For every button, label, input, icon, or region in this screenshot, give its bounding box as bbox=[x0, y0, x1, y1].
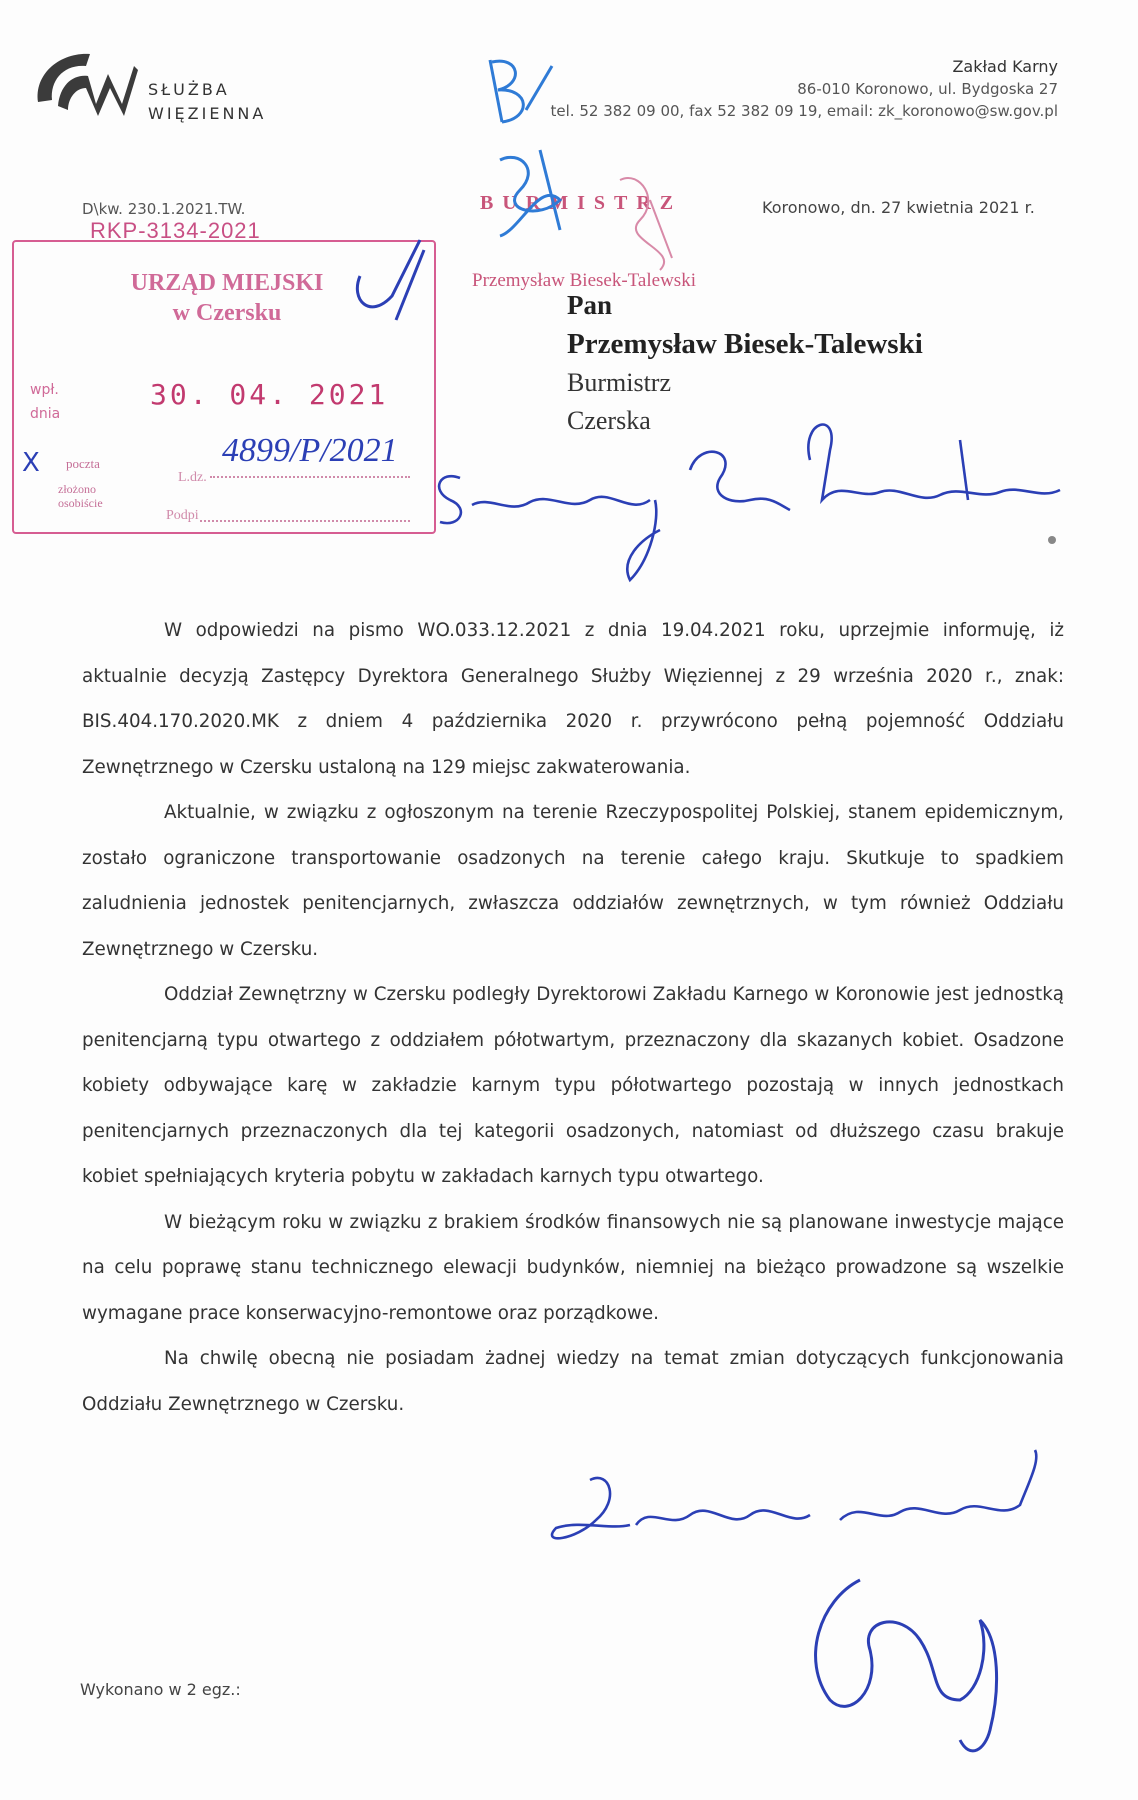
letter-body bbox=[82, 608, 1064, 1427]
institution-block bbox=[551, 56, 1058, 122]
body-paragraph-3: Oddział Zewnętrzny w Czersku podległy Dyrektorowi Zakładu Karnego w Koronowie jest jednostką penitencjarną typu otwartego z oddziałem półotwartym, przeznaczony dla skazanych kobiet. Osadzone kobiety odbywające karę w zakładzie karnym typu półotwartego pozostają w innych jednostkach penitencjarnych przeznaczonych dla tej kategorii osadzonych, natomiast od dłuższego czasu brakuje kobiet spełniających kryteria pobytu w zakładach karnych typu otwartego. bbox=[82, 984, 1064, 1187]
final-signature bbox=[816, 1580, 997, 1751]
registration-office-line2: w Czersku bbox=[172, 300, 282, 326]
copies-note: Wykonano w 2 egz.: bbox=[80, 1680, 241, 1699]
addressee-salutation: Pan bbox=[567, 290, 613, 320]
org-name-line2: WIĘZIENNA bbox=[148, 104, 267, 123]
body-paragraph-1: W odpowiedzi na pismo WO.033.12.2021 z dnia 19.04.2021 roku, uprzejmie informuję, iż aktualnie decyzją Zastępcy Dyrektora Generalnego Służby Więziennej z 29 września 2020 r., znak: BIS.404.170.2020.MK z dniem 4 października 2020 r. przywrócono pełną pojemność Oddziału Zewnętrznego w Czersku ustaloną na 129 miejsc zakwaterowania. bbox=[82, 620, 1064, 778]
handwritten-greeting bbox=[439, 425, 1060, 580]
registration-office bbox=[112, 268, 342, 328]
addressee-position: Burmistrz bbox=[567, 368, 671, 397]
option-personal-line1: złożono bbox=[58, 482, 96, 496]
handwritten-slash bbox=[526, 66, 552, 110]
body-paragraph-2: Aktualnie, w związku z ogłoszonym na terenie Rzeczypospolitej Polskiej, stanem epidemicznym, zostało ograniczone transportowanie osadzonych na terenie całego kraju. Skutkuje to spadkiem zaludnienia jednostek penitencjarnych, zwłaszcza oddziałów zewnętrznych, w tym również Oddziału Zewnętrznego w Czersku. bbox=[82, 802, 1064, 960]
body-paragraph-4: W bieżącym roku w związku z brakiem środków finansowych nie są planowane inwestycje mające na celu poprawę stanu technicznego elewacji budynków, niemniej na bieżąco prowadzone są wszelkie wymagane prace konserwacyjno-remontowe oraz porządkowe. bbox=[82, 1211, 1064, 1324]
institution-contact: tel. 52 382 09 00, fax 52 382 09 19, email: zk_koronowo@sw.gov.pl bbox=[550, 102, 1058, 120]
option-personal-line2: osobiście bbox=[58, 496, 103, 510]
reference-number: D\kw. 230.1.2021.TW. bbox=[82, 200, 246, 218]
institution-name: Zakład Karny bbox=[952, 57, 1058, 76]
registration-received-labels bbox=[30, 378, 60, 426]
handwritten-initial-b bbox=[490, 60, 523, 122]
registration-received-date: 30. 04. 2021 bbox=[150, 378, 389, 411]
institution-address: 86-010 Koronowo, ul. Bydgoska 27 bbox=[797, 80, 1058, 98]
registration-mark-x: X bbox=[22, 448, 40, 478]
prison-service-logo bbox=[30, 44, 140, 124]
handwritten-closing bbox=[552, 1450, 1036, 1538]
addressee-city: Czerska bbox=[567, 406, 651, 435]
registration-ldz-line bbox=[210, 476, 410, 478]
dnia-label: dnia bbox=[30, 406, 61, 422]
burmistrz-stamp-title: BURMISTRZ bbox=[480, 192, 683, 214]
org-name bbox=[148, 78, 266, 126]
wpl-label: wpł. bbox=[30, 382, 59, 398]
registration-number: RKP-3134-2021 bbox=[90, 218, 261, 243]
registration-handwritten-number: 4899/P/2021 bbox=[222, 432, 398, 469]
letter-date: Koronowo, dn. 27 kwietnia 2021 r. bbox=[762, 198, 1035, 217]
registration-option-post: poczta bbox=[66, 456, 100, 471]
registration-signature-label: Podpi bbox=[166, 508, 199, 523]
registration-ldz-label: L.dz. bbox=[178, 470, 207, 485]
registration-signature-line bbox=[200, 520, 410, 522]
registration-office-line1: URZĄD MIEJSKI bbox=[130, 270, 324, 296]
addressee-block bbox=[567, 286, 923, 440]
registration-option-personal bbox=[58, 482, 103, 510]
body-paragraph-5: Na chwilę obecną nie posiadam żadnej wiedzy na temat zmian dotyczących funkcjonowania Oddziału Zewnętrznego w Czersku. bbox=[82, 1348, 1064, 1415]
addressee-name: Przemysław Biesek-Talewski bbox=[567, 328, 923, 360]
org-name-line1: SŁUŻBA bbox=[148, 80, 230, 99]
burmistrz-stamp-name: Przemysław Biesek-Talewski bbox=[472, 270, 696, 291]
